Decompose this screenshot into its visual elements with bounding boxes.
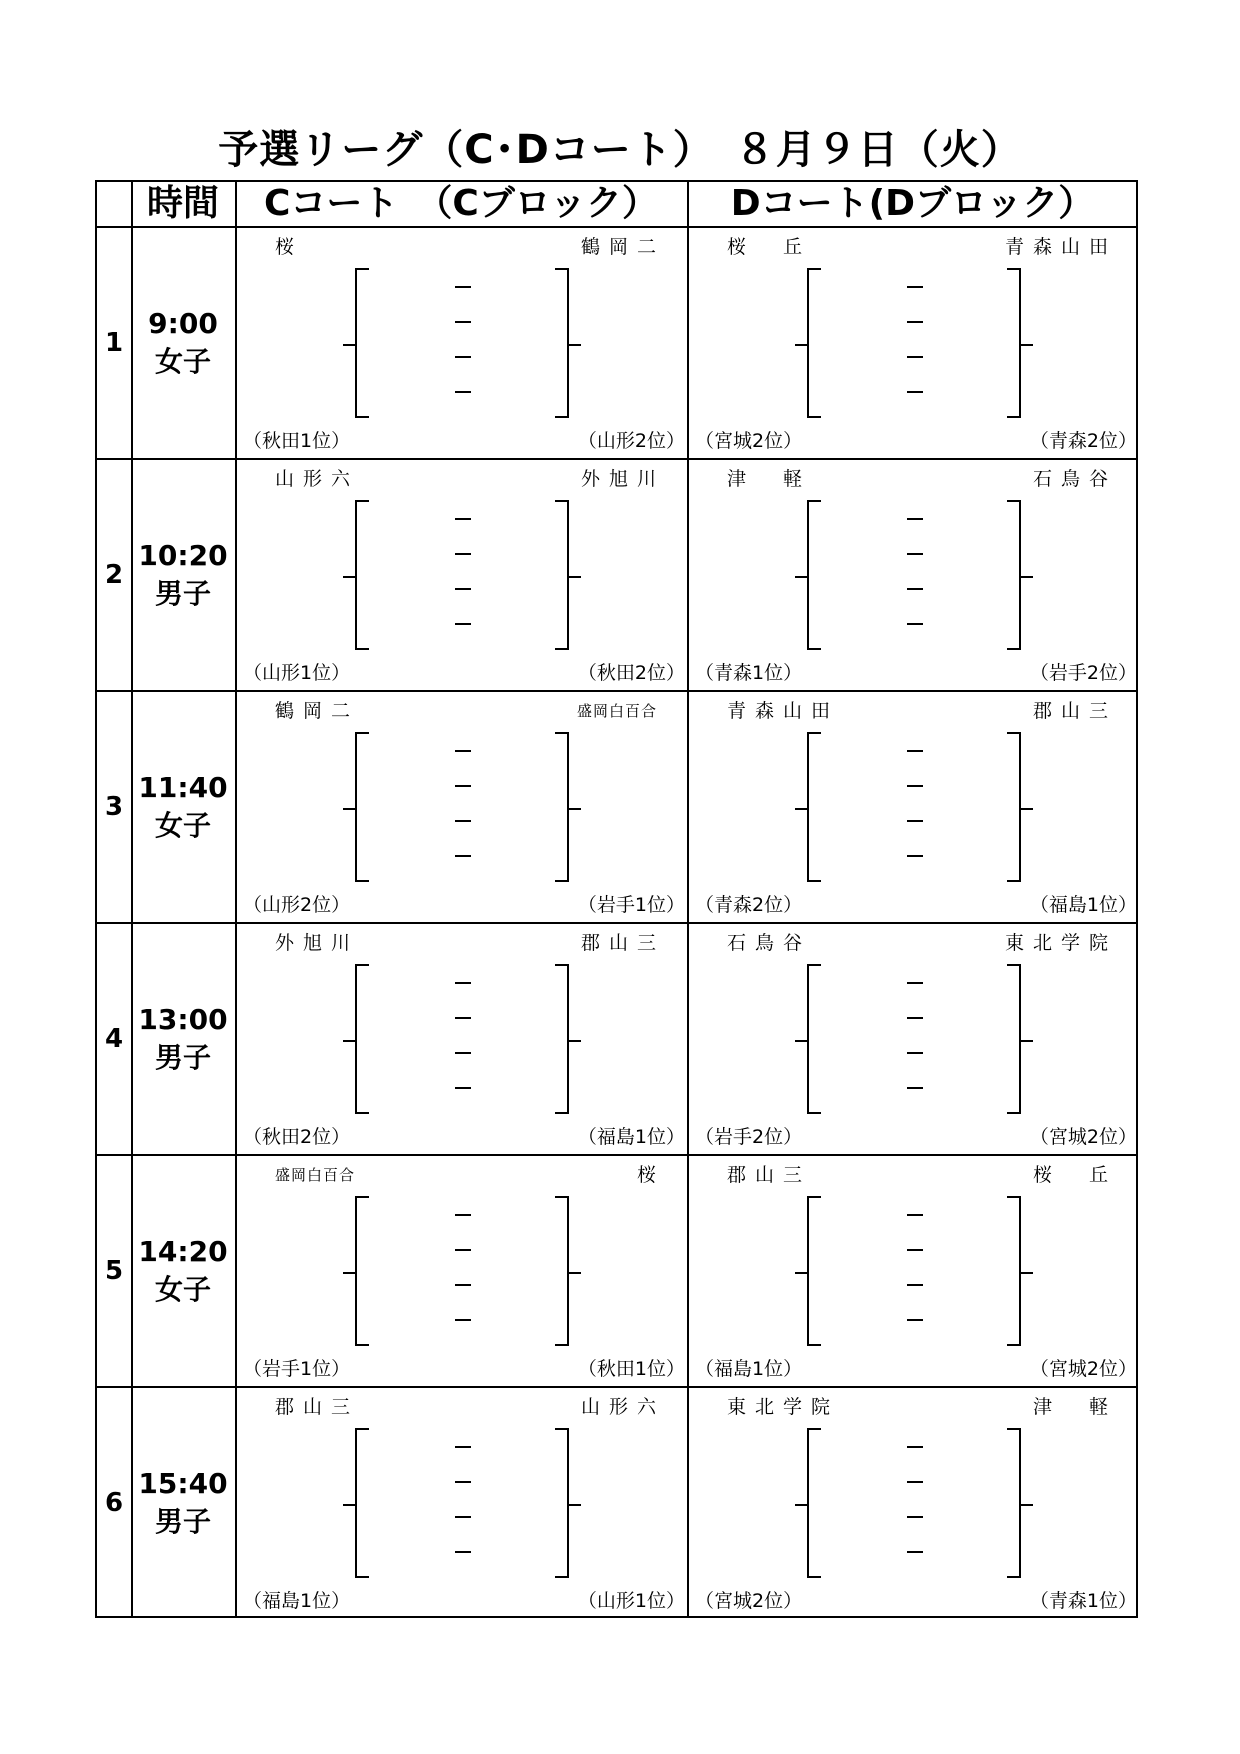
score-dash <box>907 1516 923 1518</box>
score-dash <box>455 588 471 590</box>
away-team: 鶴岡二 <box>580 236 665 258</box>
away-seed: （岩手1位） <box>577 894 685 916</box>
score-dash <box>907 982 923 984</box>
away-team: 桜 <box>636 1164 665 1186</box>
court-c-match <box>237 1156 689 1386</box>
match-time-cell <box>131 924 235 1154</box>
page-title: 予選リーグ（C･Dコート） ８月９日（火） <box>218 127 1022 173</box>
match-row <box>97 924 1136 1156</box>
court-d-match <box>689 1156 1141 1386</box>
left-bracket <box>807 1428 821 1578</box>
match-time: 9:00 <box>148 307 218 340</box>
home-team: 桜 <box>275 236 304 258</box>
right-bracket <box>555 964 569 1114</box>
home-team: 郡山三 <box>275 1396 360 1418</box>
score-dash <box>455 623 471 625</box>
match-number: 4 <box>104 1024 124 1054</box>
match-time-cell <box>131 228 235 458</box>
match-time: 11:40 <box>138 771 228 804</box>
match-time: 13:00 <box>138 1003 228 1036</box>
match-category: 男子 <box>154 1505 211 1538</box>
match-number: 2 <box>104 560 124 590</box>
score-dash <box>455 1551 471 1553</box>
home-seed: （青森2位） <box>695 894 803 916</box>
header-court-c: Cコート （Cブロック） <box>263 183 659 224</box>
score-dash <box>907 1284 923 1286</box>
match-number: 6 <box>104 1488 124 1518</box>
away-seed: （秋田1位） <box>577 1358 685 1380</box>
court-d-match <box>689 1388 1141 1618</box>
home-seed: （福島1位） <box>695 1358 803 1380</box>
score-dash <box>455 1087 471 1089</box>
right-bracket <box>555 1428 569 1578</box>
left-bracket <box>807 500 821 650</box>
score-dash <box>907 286 923 288</box>
score-dash <box>907 785 923 787</box>
home-seed: （山形1位） <box>243 662 351 684</box>
score-dash <box>455 286 471 288</box>
home-team: 青森山田 <box>727 700 840 722</box>
score-dash <box>455 1481 471 1483</box>
score-dash <box>907 1017 923 1019</box>
score-dash <box>455 1319 471 1321</box>
score-dash <box>907 391 923 393</box>
away-team: 外旭川 <box>580 468 665 490</box>
court-c-match <box>237 460 689 690</box>
match-category: 男子 <box>154 577 211 610</box>
court-c-match <box>237 1388 689 1618</box>
court-d-match <box>689 228 1141 458</box>
score-dash <box>455 1017 471 1019</box>
score-dash <box>907 588 923 590</box>
court-c-match <box>237 228 689 458</box>
match-category: 女子 <box>154 345 211 378</box>
right-bracket <box>555 500 569 650</box>
score-dash <box>907 1087 923 1089</box>
away-team: 東北学院 <box>1004 932 1117 954</box>
home-seed: （岩手2位） <box>695 1126 803 1148</box>
away-team: 青森山田 <box>1004 236 1117 258</box>
home-seed: （秋田2位） <box>243 1126 351 1148</box>
score-dash <box>907 1052 923 1054</box>
away-seed: （宮城2位） <box>1029 1126 1137 1148</box>
header-court-d: Dコート(Dブロック） <box>730 183 1095 224</box>
home-team: 郡山三 <box>727 1164 812 1186</box>
left-bracket <box>807 964 821 1114</box>
away-team: 郡山三 <box>580 932 665 954</box>
match-category: 女子 <box>154 1273 211 1306</box>
away-seed: （青森2位） <box>1029 430 1137 452</box>
court-d-match <box>689 924 1141 1154</box>
match-category: 男子 <box>154 1041 211 1074</box>
match-time: 15:40 <box>138 1467 228 1500</box>
match-row <box>97 228 1136 460</box>
score-dash <box>907 1319 923 1321</box>
home-team: 外旭川 <box>275 932 360 954</box>
score-dash <box>455 785 471 787</box>
score-dash <box>907 1214 923 1216</box>
match-time-cell <box>131 1156 235 1386</box>
score-dash <box>455 1284 471 1286</box>
left-bracket <box>807 268 821 418</box>
score-dash <box>455 391 471 393</box>
schedule-table <box>95 180 1138 1618</box>
score-dash <box>907 1551 923 1553</box>
score-dash <box>907 623 923 625</box>
left-bracket <box>355 1428 369 1578</box>
home-team: 東北学院 <box>727 1396 840 1418</box>
match-row <box>97 1388 1136 1620</box>
score-dash <box>455 1214 471 1216</box>
court-d-match <box>689 460 1141 690</box>
away-team: 盛岡白百合 <box>576 702 657 720</box>
match-row <box>97 460 1136 692</box>
court-c-match <box>237 924 689 1154</box>
away-team: 津 軽 <box>1032 1396 1117 1418</box>
score-dash <box>455 820 471 822</box>
home-team: 桜 丘 <box>727 236 812 258</box>
score-dash <box>907 855 923 857</box>
home-seed: （山形2位） <box>243 894 351 916</box>
away-team: 石鳥谷 <box>1032 468 1117 490</box>
home-seed: （福島1位） <box>243 1590 351 1612</box>
score-dash <box>455 1516 471 1518</box>
right-bracket <box>1007 964 1021 1114</box>
away-seed: （福島1位） <box>1029 894 1137 916</box>
score-dash <box>455 1249 471 1251</box>
away-seed: （岩手2位） <box>1029 662 1137 684</box>
away-seed: （福島1位） <box>577 1126 685 1148</box>
home-seed: （宮城2位） <box>695 1590 803 1612</box>
score-dash <box>907 553 923 555</box>
right-bracket <box>555 1196 569 1346</box>
match-time-cell <box>131 1388 235 1618</box>
score-dash <box>907 1481 923 1483</box>
score-dash <box>455 750 471 752</box>
right-bracket <box>1007 1196 1021 1346</box>
match-time: 14:20 <box>138 1235 228 1268</box>
away-team: 山形六 <box>580 1396 665 1418</box>
left-bracket <box>807 732 821 882</box>
home-seed: （岩手1位） <box>243 1358 351 1380</box>
match-time-cell <box>131 692 235 922</box>
left-bracket <box>355 1196 369 1346</box>
match-category: 女子 <box>154 809 211 842</box>
score-dash <box>907 820 923 822</box>
match-time: 10:20 <box>138 539 228 572</box>
away-team: 桜 丘 <box>1032 1164 1117 1186</box>
away-seed: （山形2位） <box>577 430 685 452</box>
score-dash <box>907 750 923 752</box>
left-bracket <box>355 964 369 1114</box>
home-team: 盛岡白百合 <box>275 1166 356 1184</box>
score-dash <box>455 982 471 984</box>
home-team: 山形六 <box>275 468 360 490</box>
away-seed: （山形1位） <box>577 1590 685 1612</box>
home-seed: （秋田1位） <box>243 430 351 452</box>
left-bracket <box>355 500 369 650</box>
score-dash <box>907 518 923 520</box>
score-dash <box>455 518 471 520</box>
score-dash <box>907 1446 923 1448</box>
score-dash <box>455 1052 471 1054</box>
away-seed: （青森1位） <box>1029 1590 1137 1612</box>
home-team: 津 軽 <box>727 468 812 490</box>
away-seed: （宮城2位） <box>1029 1358 1137 1380</box>
court-c-match <box>237 692 689 922</box>
away-team: 郡山三 <box>1032 700 1117 722</box>
score-dash <box>455 356 471 358</box>
match-time-cell <box>131 460 235 690</box>
header-time: 時間 <box>146 183 219 224</box>
right-bracket <box>1007 1428 1021 1578</box>
away-seed: （秋田2位） <box>577 662 685 684</box>
court-d-match <box>689 692 1141 922</box>
table-header-row <box>97 182 1136 228</box>
score-dash <box>455 1446 471 1448</box>
score-dash <box>455 321 471 323</box>
match-row <box>97 1156 1136 1388</box>
score-dash <box>907 321 923 323</box>
match-number: 1 <box>104 328 124 358</box>
left-bracket <box>355 732 369 882</box>
left-bracket <box>807 1196 821 1346</box>
left-bracket <box>355 268 369 418</box>
score-dash <box>907 1249 923 1251</box>
score-dash <box>455 855 471 857</box>
score-dash <box>907 356 923 358</box>
home-seed: （青森1位） <box>695 662 803 684</box>
home-seed: （宮城2位） <box>695 430 803 452</box>
right-bracket <box>555 732 569 882</box>
match-row <box>97 692 1136 924</box>
right-bracket <box>555 268 569 418</box>
right-bracket <box>1007 268 1021 418</box>
right-bracket <box>1007 500 1021 650</box>
home-team: 鶴岡二 <box>275 700 360 722</box>
home-team: 石鳥谷 <box>727 932 812 954</box>
right-bracket <box>1007 732 1021 882</box>
match-number: 5 <box>104 1256 124 1286</box>
match-number: 3 <box>104 792 124 822</box>
score-dash <box>455 553 471 555</box>
